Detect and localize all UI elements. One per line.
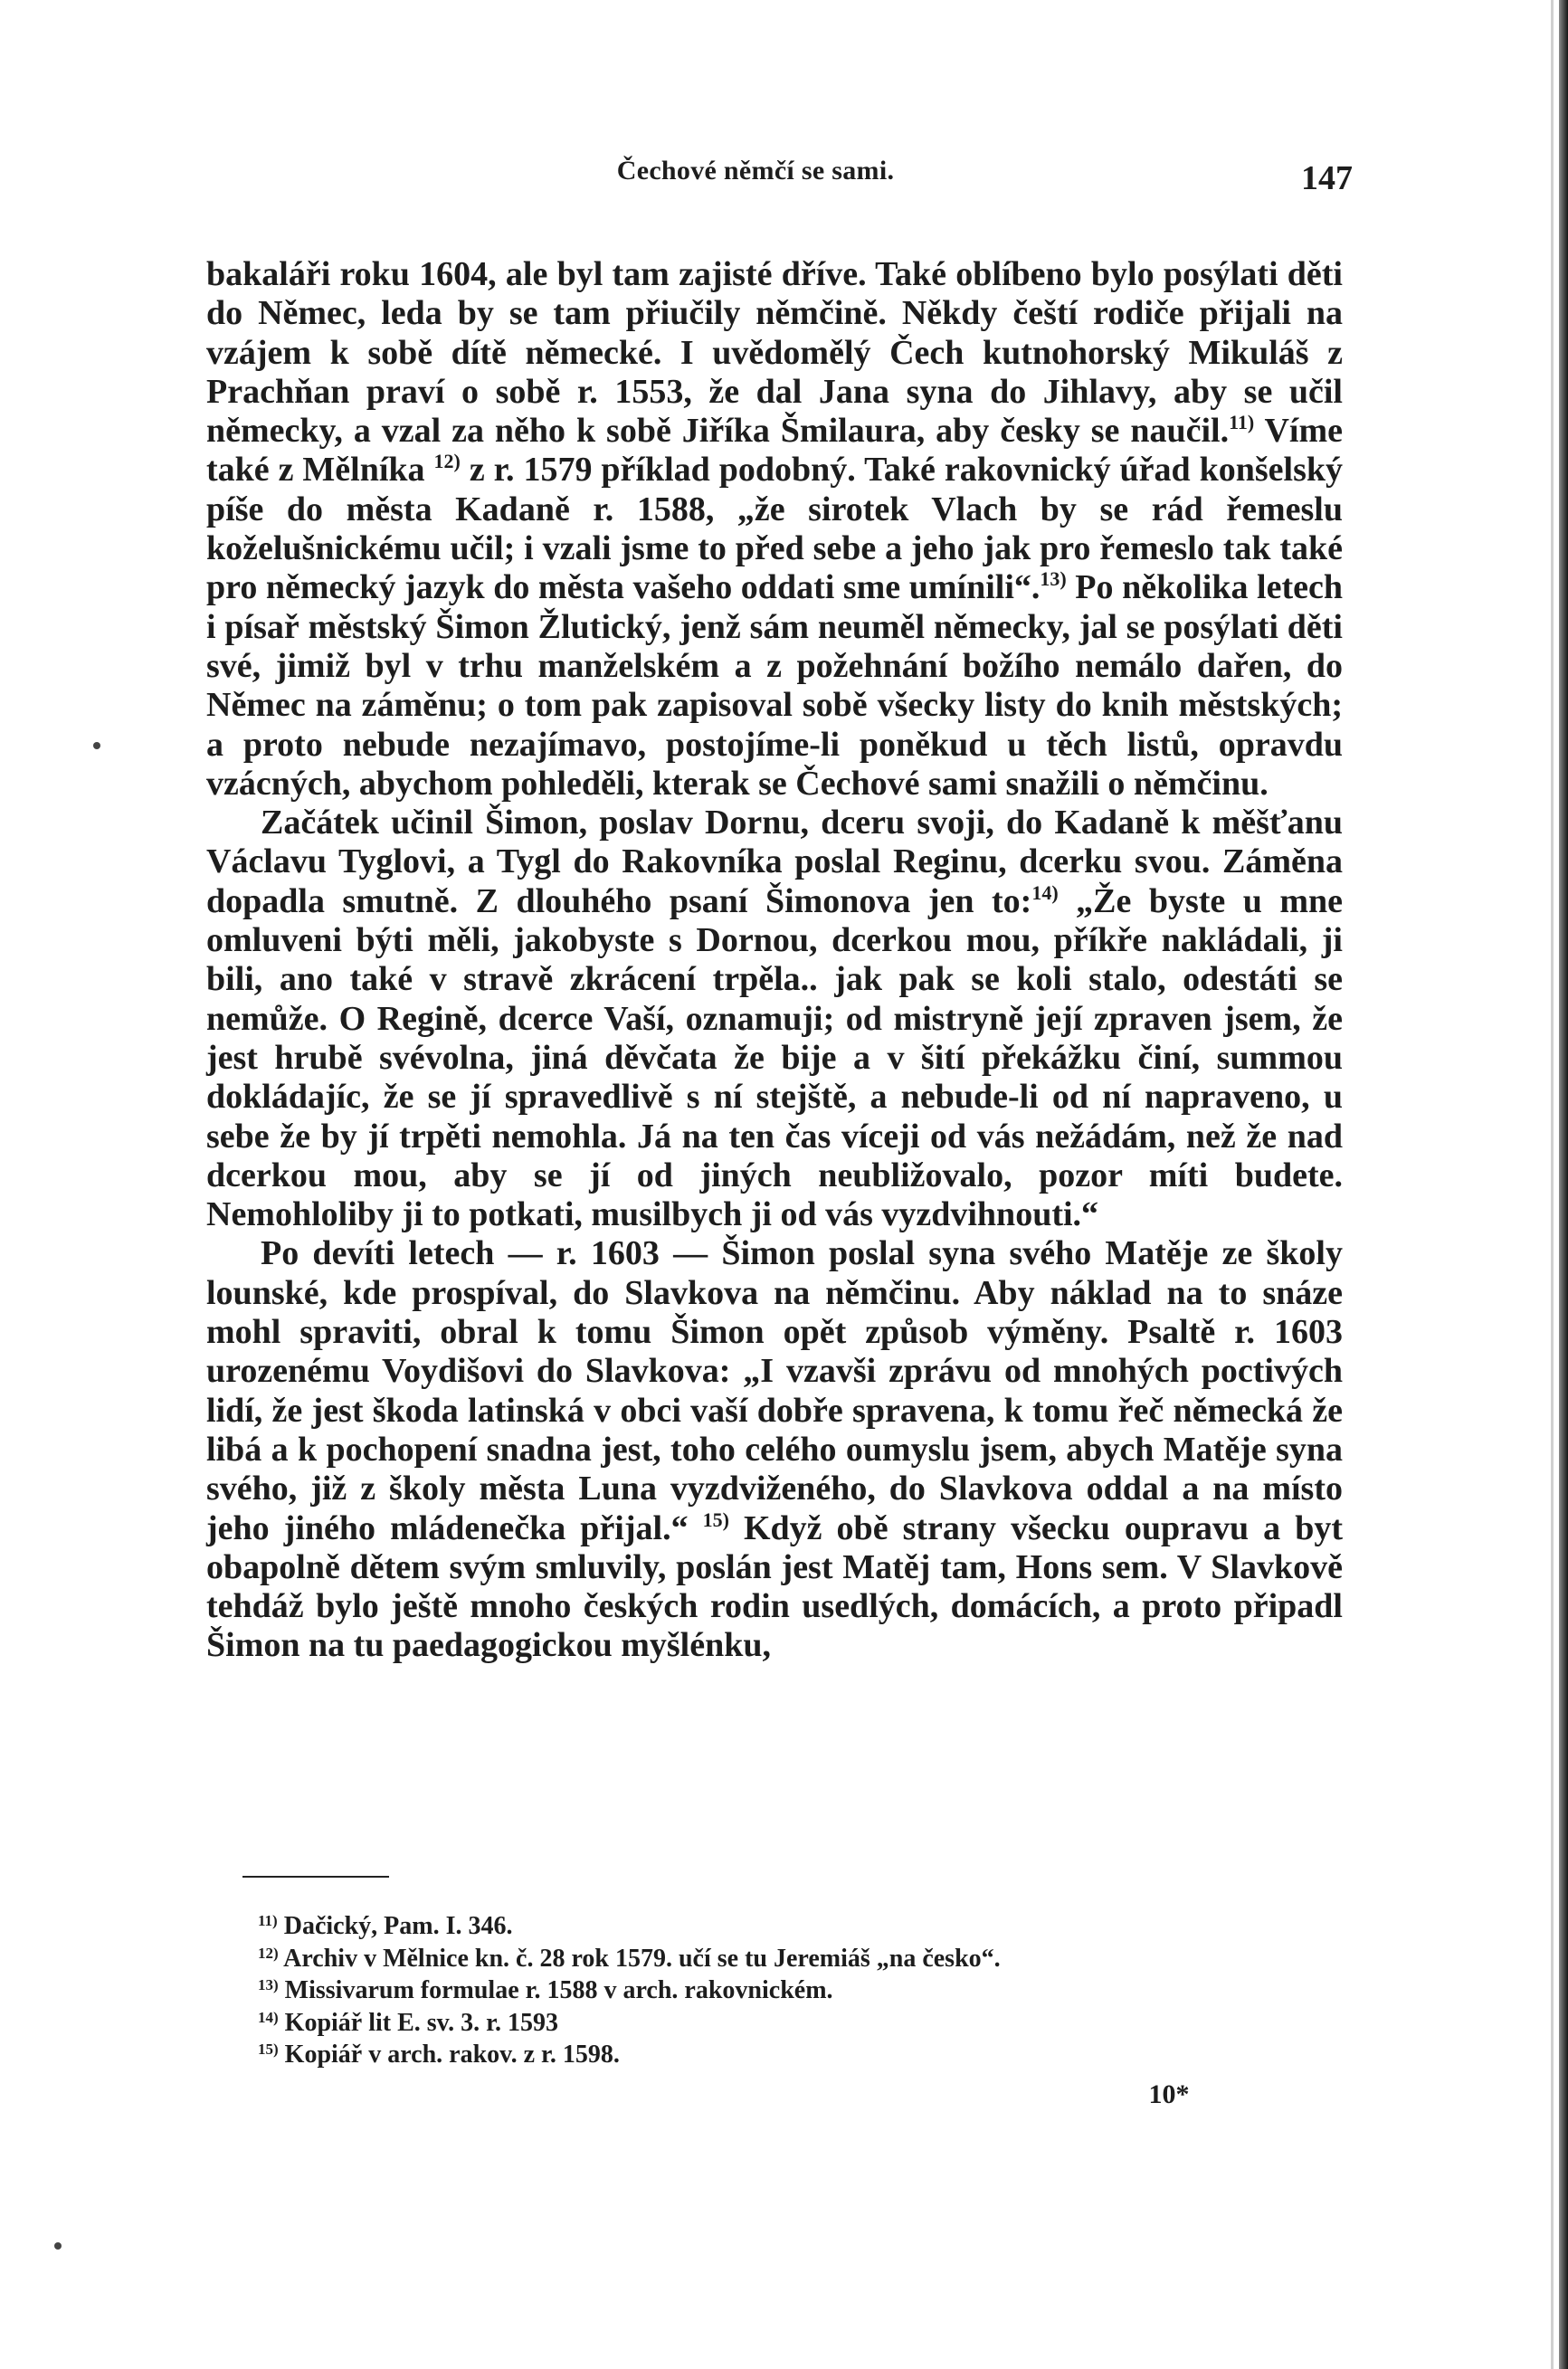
footnote-ref: 13) [1040,567,1067,591]
margin-speck [54,2242,62,2250]
paragraph [206,804,1343,1234]
footnote [258,2007,1344,2040]
footnotes [258,1910,1344,2071]
paragraph-text: z r. 1579 příklad podobný. Také rakovnický úřad konšelský píše do města Kadaně r. 1588, „že sirotek Vlach by se rád řemeslu koželušnickému učil; i vzali jsme to před sebe a jeho jak pro řemeslo tak také pro německý jazyk do města vašeho oddati sme umínili“. [206,451,1344,607]
page-edge [1559,0,1568,2369]
footnote-text: Archiv v Mělnice kn. č. 28 rok 1579. učí se tu Jeremiáš „na česko“. [283,1944,1001,1973]
footnote [258,2039,1344,2071]
paragraph [206,255,1343,804]
footnote [258,1974,1344,2007]
paragraph [206,1234,1343,1665]
main-text [206,255,1343,1666]
footnote-rule [242,1876,389,1878]
margin-speck [93,742,100,749]
footnote [258,1943,1344,1975]
paragraph-text: Víme také z Mělníka [206,412,1343,490]
footnote-text: Dačický, Pam. I. 346. [283,1912,513,1940]
footnote-mark: 12) [258,1944,279,1962]
footnote-ref: 14) [1031,880,1059,904]
footnote-text: Kopiář lit E. sv. 3. r. 1593 [284,2008,558,2037]
footnote-text: Kopiář v arch. rakov. z r. 1598. [284,2041,620,2069]
paragraph-text: Začátek učinil Šimon, poslav Dornu, dceru svoji, do Kadaně k měšťanu Václavu Tyglovi, a Tygl do Rakovníka poslal Reginu, dcerku svou. Záměna dopadla smutně. Z dlouhého psaní Šimonova jen to: [206,804,1343,920]
paragraph-text: Když obě strany všecku oupravu a byt obapolně dětem svým smluvily, poslán jest Matěj tam, Hons sem. V Slavkově tehdáž bylo ještě mnoho českých rodin usedlých, domácích, a proto připadl Šimon na tu paedagogickou myšlénku, [206,1508,1343,1665]
paragraph-text: „Že byste u mne omluveni býti měli, jakobyste s Dornou, dcerkou mou, příkře nakládali, ji bili, ano také v stravě zkrácení trpěla.. jak pak se koli stalo, odestáti se nemůže. O Regině, dcerce Vaší, oznamuji; od mistryně její zpraven jsem, že jest hrubě svévolna, jiná děvčata že bije a v šití překážku činí, summou dokládajíc, že se jí spravedlivě s ní stejště, a nebude-li od ní napraveno, u sebe že by jí trpěti nemohla. Já na ten čas víceji od vás nežádám, než že nad dcerkou mou, aby se jí od jiných neubližovalo, pozor míti budete. Nemohloliby ji to potkati, musilbych ji od vás vyzdvihnouti.“ [206,881,1343,1234]
footnote-mark: 15) [258,2041,279,2058]
paragraph-text: Po několika letech i písař městský Šimon Žlutický, jenž sám neuměl německy, jal se posýlati děti své, jimiž byl v trhu manželském a z požehnání božího nemálo dařen, do Němec na záměnu; o tom pak zapisoval sobě všecky listy do knih městských; a proto nebude nezajímavo, postojíme-li poněkud u těch listů, opravdu vzácných, abychom pohleděli, kterak se Čechové sami snažili o němčinu. [206,568,1343,803]
footnote-ref: 11) [1229,411,1255,434]
footnote-mark: 14) [258,2008,279,2026]
running-title: Čechové němčí se sami. [616,156,895,186]
footnote-mark: 13) [258,1976,279,1993]
page-edge-line [1551,0,1554,2369]
paragraph-text: bakaláři roku 1604, ale byl tam zajisté dříve. Také oblíbeno bylo posýlati děti do Němec, leda by se tam přiučily němčině. Někdy čeští rodiče přijali na vzájem k sobě dítě německé. I uvědomělý Čech kutnohorský Mikuláš z Prachňan praví o sobě r. 1553, že dal Jana syna do Jihlavy, aby se učil německy, a vzal za něho k sobě Jiříka Šmilaura, aby česky se naučil. [206,255,1343,451]
page-number: 147 [1301,159,1353,197]
signature-mark: 10* [1148,2079,1190,2109]
footnote-ref: 15) [702,1508,729,1531]
footnote-mark: 11) [258,1912,278,1929]
paragraph-text: Po devíti letech — r. 1603 — Šimon poslal syna svého Matěje ze školy lounské, kde prospíval, do Slavkova na němčinu. Aby náklad na to snáze mohl spraviti, obral k tomu Šimon opět způsob výměny. Psaltě r. 1603 urozenému Voydišovi do Slavkova: „I vzavši zprávu od mnohých poctivých lidí, že jest škoda latinská v obci vaší dobře spravena, k tomu řeč německá že libá a k pochopení snadna jest, toho celého oumyslu jsem, abych Matěje syna svého, již z školy města Luna vyzdviženého, do Slavkova oddal a na místo jeho jiného mládenečka přijal.“ [206,1234,1343,1547]
footnote [258,1910,1344,1943]
footnote-text: Missivarum formulae r. 1588 v arch. rakovnickém. [284,1976,833,2004]
footnote-ref: 12) [433,450,461,473]
